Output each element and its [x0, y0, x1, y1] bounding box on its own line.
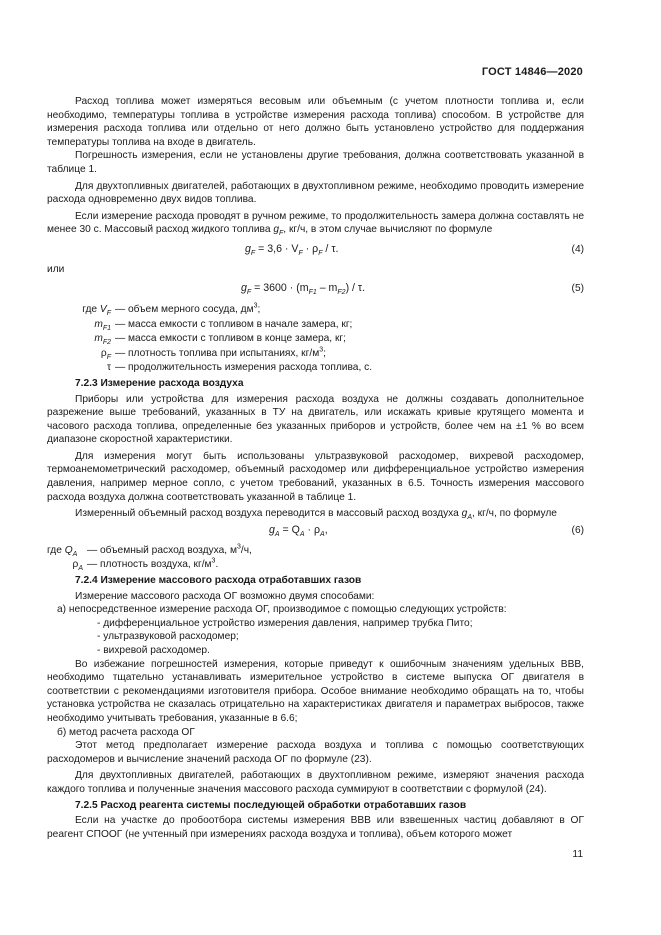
list-item: - дифференциальное устройство измерения давления, например трубка Пито; — [97, 617, 473, 629]
formula-number: (6) — [571, 524, 584, 536]
paragraph-dual-fuel-exhaust: Для двухтопливных двигателей, работающих в двухтопливном режиме, измеряют значения расхода каждого топлива и полученные значения массового расхода суммируют в соответствии с формулой (24). — [47, 770, 584, 795]
paragraph-air-devices: Приборы или устройства для измерения расхода воздуха не должны создавать дополнительное разрежение выше требований, указанных в ТУ на двигатель, или искажать кривые крутящего момента и часового расхода топлива, определенные без указанных приборов и устройств, более чем на ±1 % во всем диапазоне скоростной характеристики. — [47, 393, 584, 446]
paragraph-exhaust-methods: Измерение массового расхода ОГ возможно двумя способами: — [75, 590, 375, 602]
paragraph-error: Погрешность измерения, если не установлены другие требования, должна соответствовать указанной в таблице 1. — [47, 150, 584, 175]
list-item: - вихревой расходомер. — [97, 645, 210, 656]
paragraph-fuel-measurement: Расход топлива может измеряться весовым или объемным (с учетом плотности топлива и, если необходимо, температуры топлива в устройстве измерения расхода топлива) способом. В устройстве для измерения расхода топлива или отдельно от него должно быть установлено устройство для поддержания температуры топлива на входе в двигатель. — [47, 96, 584, 148]
definition-row: τ — продолжительность измерения расхода топлива, с. — [106, 362, 373, 374]
paragraph-direct-measurement: а) непосредственное измерение расхода ОГ, производимое с помощью следующих устройств: — [57, 604, 507, 616]
paragraph-air-conversion: Измеренный объемный расход воздуха переводится в массовый расход воздуха $g_A$, кг/ч, по формуле — [75, 508, 557, 522]
page-content — [47, 95, 584, 841]
formula-6: $g_A = Q_A \cdot \rho_A$, (6) — [269, 523, 584, 538]
formula-4: $g_F = 3,6 \cdot V_F \cdot \rho_F / \tau$. (4) — [245, 242, 584, 258]
section-7-2-4-title: 7.2.4 Измерение массового расхода отработавших газов — [75, 575, 362, 587]
definitions-2 — [47, 544, 584, 572]
definition-row: где $Q_A$ — объемный расход воздуха, $м^3/ч$, — [47, 543, 252, 558]
formula-5: $g_F = 3600 \cdot (m_{F1} - m_{F2}) / \tau$. (5) — [241, 281, 584, 297]
or-label: или — [47, 263, 65, 275]
paragraph-installation: Во избежание погрешностей измерения, которые приведут к ошибочным значениям удельных ВВВ, необходимо тщательно устанавливать измерительное устройство в системе выпуска ОГ двигателя в соответствии с рекомендациями изготовителя прибора. Особое внимание необходимо обращать на то, чтобы установка устройства не сказалась отрицательно на характеристиках двигателя и параметрах выбросов, также необходимо учитывать требования, указанные в 6.6; — [47, 658, 584, 724]
paragraph-calc-description: Этот метод предполагает измерение расхода воздуха и топлива с помощью соответствующих расходомеров и вычисление значений расхода ОГ по формуле (23). — [47, 740, 584, 765]
list-item: - ультразвуковой расходомер; — [97, 631, 239, 643]
section-7-2-5-title: 7.2.5 Расход реагента системы последующей обработки отработавших газов — [75, 799, 467, 811]
device-list — [47, 617, 584, 658]
definition-row: $\rho_A$ — плотность воздуха, $кг/м^3$. — [72, 558, 219, 573]
definition-row: $m_{F2}$ — масса емкости с топливом в конце замера, кг; — [94, 333, 346, 347]
standard-header: ГОСТ 14846—2020 — [481, 66, 583, 78]
definitions-1 — [47, 303, 584, 375]
section-7-2-3-title: 7.2.3 Измерение расхода воздуха — [75, 377, 244, 389]
page-number: 11 — [572, 849, 583, 860]
paragraph-manual-mode: Если измерение расхода проводят в ручном режиме, то продолжительность замера должна составлять не менее 30 с. Массовый расход жидкого топлива $g_F$, кг/ч, в этом случае вычисляют по формуле — [47, 210, 584, 238]
paragraph-calc-method: б) метод расчета расхода ОГ — [57, 726, 195, 738]
formula-number: (4) — [571, 243, 584, 255]
definition-row: $m_{F1}$ — масса емкости с топливом в начале замера, кг; — [94, 318, 353, 332]
paragraph-dual-fuel: Для двухтопливных двигателей, работающих в двухтопливном режиме, необходимо проводить измерение расхода одновременно двух видов топлива. — [47, 180, 584, 206]
definition-row: где $V_F$ — объем мерного сосуда, $дм^3$; — [82, 302, 261, 317]
definition-row: $\rho_F$ — плотность топлива при испытаниях, $кг/м^3$; — [100, 346, 326, 361]
formula-number: (5) — [571, 282, 584, 294]
paragraph-air-meters: Для измерения могут быть использованы ультразвуковой расходомер, вихревой расходомер, термоанемометрический расходомер, объемный расходомер или дифференциальное устройство измерения давления, например мерное сопло, с учетом требований, указанных в 6.5. Точность измерения массового расхода воздуха должна соответствовать указанной в таблице 1. — [47, 450, 584, 503]
paragraph-reagent: Если на участке до пробоотбора системы измерения ВВВ или взвешенных частиц добавляют в ОГ реагент СПООГ (не учтенный при измерениях расхода воздуха и топлива), объем которого может — [47, 815, 584, 840]
